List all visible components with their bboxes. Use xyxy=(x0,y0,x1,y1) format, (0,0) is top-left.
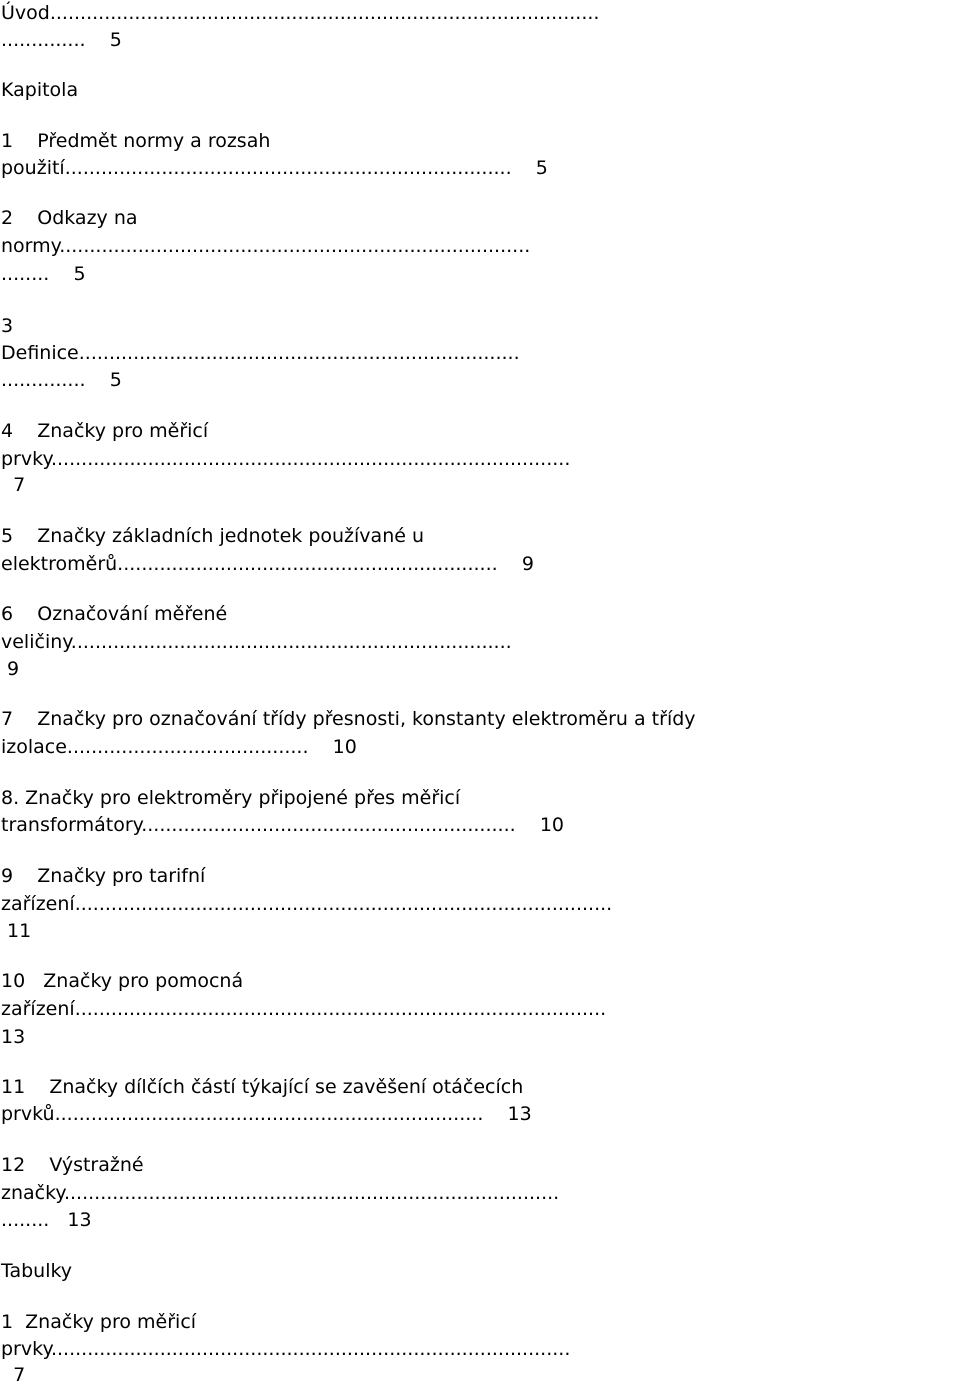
toc-item-5-title: 5 Značky základních jednotek používané u xyxy=(1,525,425,547)
tables-heading: Tabulky xyxy=(1,1260,73,1282)
toc-item-8-title: 8. Značky pro elektroměry připojené přes měřicí xyxy=(1,787,461,809)
toc-table-1-title: 1 Značky pro měřicí xyxy=(1,1311,197,1333)
toc-item-7-title: 7 Značky pro označování třídy přesnosti, konstanty elektroměru a třídy xyxy=(1,708,696,730)
toc-item-1-title: 1 Předmět normy a rozsah xyxy=(1,130,271,152)
toc-item-12-leader: značky.................................................................................. xyxy=(1,1182,560,1204)
toc-item-9-page: 11 xyxy=(1,920,32,942)
toc-table-1-page: 7 xyxy=(1,1364,26,1386)
toc-item-4-leader: prvky...................................................................................... xyxy=(1,448,571,470)
toc-item-6-page: 9 xyxy=(1,658,20,680)
toc-item-9-leader: zařízení......................................................................................... xyxy=(1,893,613,915)
toc-item-3-title: 3 xyxy=(1,315,14,337)
toc-item-10-title: 10 Značky pro pomocná xyxy=(1,970,244,992)
toc-item-10-page: 13 xyxy=(1,1026,26,1048)
toc-item-11-title: 11 Značky dílčích částí týkající se zavěšení otáčecích xyxy=(1,1076,524,1098)
toc-item-2-leader: normy.............................................................................. xyxy=(1,235,531,257)
toc-item-12-title: 12 Výstražné xyxy=(1,1154,144,1176)
toc-intro-line1: Úvod........................................................................................... xyxy=(1,2,600,24)
toc-item-6-title: 6 Označování měřené xyxy=(1,603,228,625)
toc-table-1-leader: prvky...................................................................................... xyxy=(1,1338,571,1360)
toc-item-4-title: 4 Značky pro měřicí xyxy=(1,420,209,442)
toc-intro-line2: .............. 5 xyxy=(1,29,122,51)
toc-item-9-title: 9 Značky pro tarifní xyxy=(1,865,206,887)
toc-item-4-page: 7 xyxy=(1,474,26,496)
toc-item-3-page: .............. 5 xyxy=(1,369,122,391)
toc-item-12-page: ........ 13 xyxy=(1,1209,92,1231)
chapters-heading: Kapitola xyxy=(1,79,79,101)
toc-item-5-leader: elektroměrů............................................................... 9 xyxy=(1,553,534,575)
toc-item-2-title: 2 Odkazy na xyxy=(1,207,138,229)
toc-item-2-page: ........ 5 xyxy=(1,263,86,285)
toc-item-11-leader: prvků....................................................................... 13 xyxy=(1,1103,532,1125)
toc-item-8-leader: transformátory.............................................................. 10 xyxy=(1,814,564,836)
toc-item-10-leader: zařízení........................................................................................ xyxy=(1,998,607,1020)
toc-item-7-leader: izolace........................................ 10 xyxy=(1,736,357,758)
toc-item-6-leader: veličiny......................................................................... xyxy=(1,631,512,653)
toc-item-1-leader: použití.......................................................................... 5 xyxy=(1,157,548,179)
toc-item-3-leader: Definice......................................................................... xyxy=(1,342,520,364)
